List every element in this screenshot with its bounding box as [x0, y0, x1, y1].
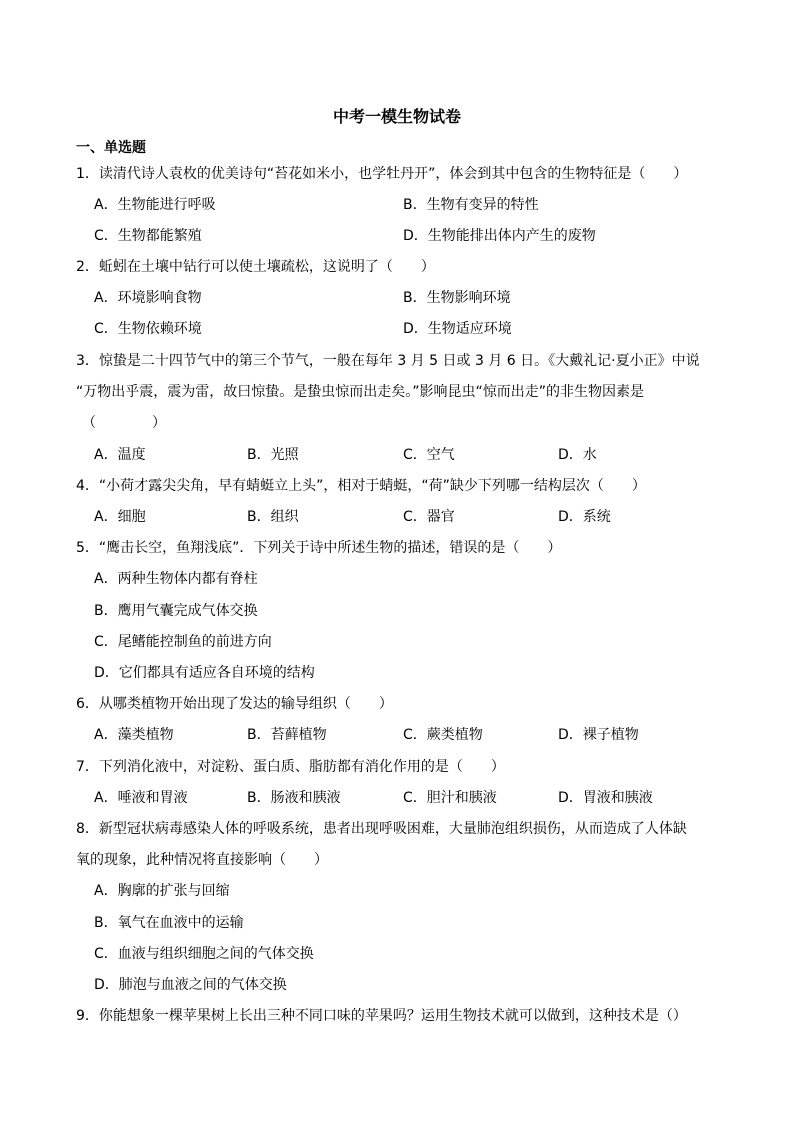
question-7-option-c: C．胆汁和胰液: [403, 790, 497, 806]
question-5-stem: 5．“鹰击长空，鱼翔浅底”．下列关于诗中所述生物的描述，错误的是（ ）: [76, 540, 562, 556]
question-3-option-c: C．空气: [403, 447, 455, 463]
question-6-option-c: C．蕨类植物: [403, 727, 483, 743]
question-8-stem-line-1: 8．新型冠状病毒感染人体的呼吸系统，患者出现呼吸困难，大量肺泡组织损伤，从而造成了人体缺: [76, 821, 687, 837]
question-7-option-b: B．肠液和胰液: [247, 790, 341, 806]
question-8-option-a: A．胸廓的扩张与回缩: [94, 883, 230, 899]
question-6-stem: 6．从哪类植物开始出现了发达的输导组织（ ）: [76, 696, 393, 712]
question-4-stem: 4．“小荷才露尖尖角，早有蜻蜓立上头”，相对于蜻蜓，“荷”缺少下列哪一结构层次（ ）: [76, 478, 646, 494]
question-2-option-c: C．生物依赖环境: [94, 321, 202, 337]
question-8-stem-line-2: 氧的现象，此种情况将直接影响（ ）: [76, 852, 328, 868]
question-1-option-d: D．生物能排出体内产生的废物: [403, 228, 596, 244]
question-8-option-b: B．氧气在血液中的运输: [94, 915, 244, 931]
question-5-option-c: C．尾鳍能控制鱼的前进方向: [94, 634, 272, 650]
question-9-stem: 9．你能想象一棵苹果树上长出三种不同口味的苹果吗？运用生物技术就可以做到，这种技术是（）: [76, 1008, 687, 1024]
page-title: 中考一模生物试卷: [332, 107, 461, 126]
question-3-option-a: A．温度: [94, 447, 146, 463]
question-6-option-d: D．裸子植物: [558, 727, 639, 743]
question-4-option-c: C．器官: [403, 509, 455, 525]
question-1-option-b: B．生物有变异的特性: [403, 197, 539, 213]
question-3-stem-line-2: “万物出乎震，震为雷，故曰惊蛰。是蛰虫惊而出走矣。”影响昆虫“惊而出走”的非生物因素是: [76, 384, 645, 400]
question-7-option-d: D．胃液和胰液: [558, 790, 653, 806]
question-6-option-a: A．藻类植物: [94, 727, 174, 743]
question-5-option-d: D．它们都具有适应各自环境的结构: [94, 665, 315, 681]
question-2-option-d: D．生物适应环境: [403, 321, 512, 337]
question-3-option-b: B．光照: [247, 447, 299, 463]
question-4-option-d: D．系统: [558, 509, 611, 525]
question-2-option-a: A．环境影响食物: [94, 290, 202, 306]
question-1-option-c: C．生物都能繁殖: [94, 228, 202, 244]
question-7-stem: 7．下列消化液中，对淀粉、蛋白质、脂肪都有消化作用的是（ ）: [76, 759, 505, 775]
question-2-stem: 2．蚯蚓在土壤中钻行可以使土壤疏松，这说明了（ ）: [76, 259, 435, 275]
question-6-option-b: B．苔藓植物: [247, 727, 327, 743]
question-4-option-a: A．细胞: [94, 509, 146, 525]
question-1-option-a: A．生物能进行呼吸: [94, 197, 216, 213]
question-2-option-b: B．生物影响环境: [403, 290, 511, 306]
question-4-option-b: B．组织: [247, 509, 299, 525]
question-8-option-c: C．血液与组织细胞之间的气体交换: [94, 946, 314, 962]
question-7-option-a: A．唾液和胃液: [94, 790, 188, 806]
question-3-option-d: D．水: [558, 447, 597, 463]
question-3-stem-line-3: （ ）: [82, 415, 166, 431]
question-8-option-d: D．肺泡与血液之间的气体交换: [94, 977, 287, 993]
question-5-option-a: A．两种生物体内都有脊柱: [94, 571, 258, 587]
question-3-stem-line-1: 3．惊蛰是二十四节气中的第三个节气，一般在每年 3 月 5 日或 3 月 6 日。《大戴礼记·夏小正》中说: [76, 353, 700, 369]
section-heading: 一、单选题: [76, 140, 146, 156]
question-1-stem: 1．读清代诗人袁枚的优美诗句“苔花如米小，也学牡丹开”，体会到其中包含的生物特征是（ ）: [76, 166, 688, 182]
question-5-option-b: B．鹰用气囊完成气体交换: [94, 603, 258, 619]
